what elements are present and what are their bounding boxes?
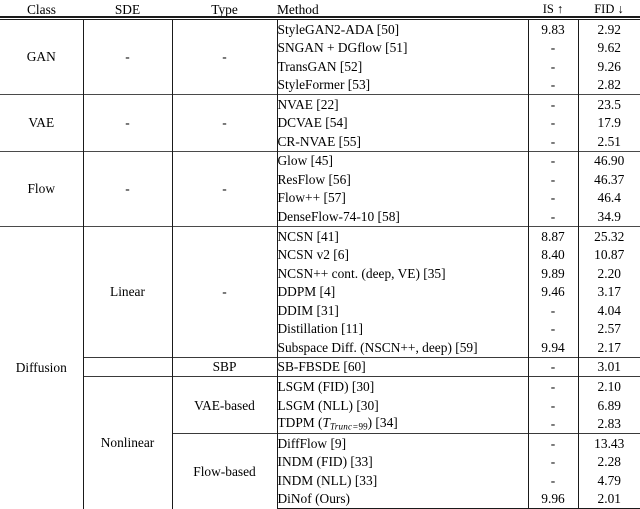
- cell-fid-value: 2.10: [578, 377, 640, 396]
- cell-method: SNGAN + DGflow [51]: [277, 39, 528, 58]
- cell-fid-value: 13.43: [578, 434, 640, 453]
- cell-is-value: -: [528, 151, 578, 170]
- cell-type-label: Flow-based: [172, 434, 277, 509]
- cell-method: Subspace Diff. (NSCN++, deep) [59]: [277, 338, 528, 357]
- cell-fid-value: 25.32: [578, 227, 640, 246]
- cell-class-label: Flow: [0, 151, 83, 226]
- cell-fid-value: 2.92: [578, 20, 640, 39]
- cell-is-value: -: [528, 471, 578, 490]
- cell-method: DiNof (Ours): [277, 490, 528, 509]
- cell-fid-value: 2.20: [597, 265, 621, 281]
- cell-type-label: -: [172, 151, 277, 226]
- cell-method: Flow++ [57]: [277, 189, 528, 208]
- cell-sde-label: -: [83, 151, 172, 226]
- cell-fid-value: 2.57: [597, 321, 621, 337]
- cell-method: NCSN v2 [6]: [277, 246, 528, 265]
- cell-fid-value: 2.28: [597, 454, 621, 470]
- column-header-class: Class: [0, 0, 83, 20]
- cell-sde-label: -: [83, 20, 172, 95]
- cell-fid-value: 2.01: [578, 490, 640, 509]
- cell-sde-label: [83, 357, 172, 377]
- cell-is-value: 8.40: [528, 246, 578, 265]
- cell-method: DenseFlow-74-10 [58]: [277, 207, 528, 226]
- cell-fid-value: 46.37: [594, 171, 625, 187]
- column-header-method: Method: [277, 0, 528, 20]
- cell-is-value: -: [528, 57, 578, 76]
- cell-fid-value: 4.79: [597, 472, 621, 488]
- cell-fid-value: 6.89: [597, 397, 621, 413]
- cell-method: NCSN++ cont. (deep, VE) [35]: [277, 264, 528, 283]
- cell-method: SB-FBSDE [60]: [277, 357, 528, 377]
- column-header-fid: FID ↓: [578, 0, 640, 20]
- cell-fid-value: 2.51: [597, 133, 621, 149]
- cell-is-value: -: [528, 320, 578, 339]
- cell-method: LSGM (FID) [30]: [277, 377, 528, 396]
- math-subscript-value: 99: [358, 421, 368, 432]
- cell-type-label: -: [172, 227, 277, 358]
- cell-fid-value: 46.90: [578, 151, 640, 170]
- cell-sde-label: Nonlinear: [83, 377, 172, 509]
- cell-is-value: -: [528, 76, 578, 95]
- cell-sde-label: Linear: [83, 227, 172, 358]
- cell-is-value: 9.83: [528, 20, 578, 39]
- cell-method: NVAE [22]: [277, 95, 528, 114]
- cell-method: LSGM (NLL) [30]: [277, 396, 528, 415]
- column-header-sde: SDE: [83, 0, 172, 20]
- cell-is-value: 8.87: [528, 227, 578, 246]
- cell-fid-value: 2.17: [597, 339, 621, 355]
- cell-class-label: Diffusion: [0, 227, 83, 509]
- cell-is-value: -: [528, 357, 578, 377]
- cell-class-label: VAE: [0, 95, 83, 152]
- cell-method: TransGAN [52]: [277, 57, 528, 76]
- cell-fid-value: 9.26: [597, 58, 621, 74]
- cell-method: StyleGAN2-ADA [50]: [277, 20, 528, 39]
- column-header-is: IS ↑: [528, 0, 578, 20]
- cell-is-value: 9.94: [528, 338, 578, 357]
- cell-method: ResFlow [56]: [277, 170, 528, 189]
- cell-fid-value: 3.17: [597, 284, 621, 300]
- cell-is-value: -: [528, 132, 578, 151]
- cell-is-value: -: [528, 301, 578, 320]
- cell-method: DiffFlow [9]: [277, 434, 528, 453]
- table-body: [0, 20, 640, 509]
- cell-fid-value: 46.4: [597, 190, 621, 206]
- column-header-type: Type: [172, 0, 277, 20]
- cell-fid-value: 3.01: [578, 357, 640, 377]
- cell-is-value: 9.89: [528, 264, 578, 283]
- cell-is-value: -: [528, 377, 578, 396]
- cell-fid-value: 2.83: [597, 416, 621, 432]
- cell-sde-label: -: [83, 95, 172, 152]
- cell-fid-value: 2.82: [597, 77, 621, 93]
- cell-is-value: -: [528, 414, 578, 433]
- cell-fid-value: 17.9: [597, 115, 621, 131]
- cell-is-value: -: [528, 453, 578, 472]
- cell-is-value: -: [528, 434, 578, 453]
- math-variable: T: [322, 414, 330, 430]
- table-row: [0, 95, 640, 114]
- cell-method: Distillation [11]: [277, 320, 528, 339]
- cell-method: CR-NVAE [55]: [277, 132, 528, 151]
- table-row: [0, 151, 640, 170]
- cell-method: INDM (NLL) [33]: [277, 471, 528, 490]
- cell-is-value: -: [528, 207, 578, 226]
- cell-method: TDPM (TTrunc=99) [34]: [277, 414, 528, 433]
- cell-class-label: GAN: [0, 20, 83, 95]
- cell-is-value: -: [528, 114, 578, 133]
- cell-type-label: -: [172, 20, 277, 95]
- cell-fid-value: 4.04: [597, 302, 621, 318]
- cell-fid-value: 9.62: [597, 40, 621, 56]
- cell-method: NCSN [41]: [277, 227, 528, 246]
- cell-is-value: -: [528, 39, 578, 58]
- cell-type-label: SBP: [172, 357, 277, 377]
- cell-fid-value: 34.9: [597, 209, 621, 225]
- cell-is-value: -: [528, 396, 578, 415]
- cell-fid-value: 23.5: [578, 95, 640, 114]
- table-row: [0, 227, 640, 246]
- table-row: [0, 377, 640, 396]
- cell-method: INDM (FID) [33]: [277, 453, 528, 472]
- cell-method: DCVAE [54]: [277, 114, 528, 133]
- cell-is-value: -: [528, 170, 578, 189]
- cell-method: StyleFormer [53]: [277, 76, 528, 95]
- math-subscript: Trunc=: [329, 421, 359, 432]
- header-double-rule: [0, 16, 640, 17]
- cell-is-value: -: [528, 95, 578, 114]
- table-row: [0, 357, 640, 377]
- table-row: [0, 20, 640, 39]
- cell-fid-value: 10.87: [594, 247, 625, 263]
- cell-is-value: -: [528, 189, 578, 208]
- cell-method: Glow [45]: [277, 151, 528, 170]
- cell-is-value: 9.96: [528, 490, 578, 509]
- cell-method: DDIM [31]: [277, 301, 528, 320]
- cell-type-label: -: [172, 95, 277, 152]
- cell-method: DDPM [4]: [277, 283, 528, 302]
- cell-is-value: 9.46: [528, 283, 578, 302]
- cell-type-label: VAE-based: [172, 377, 277, 434]
